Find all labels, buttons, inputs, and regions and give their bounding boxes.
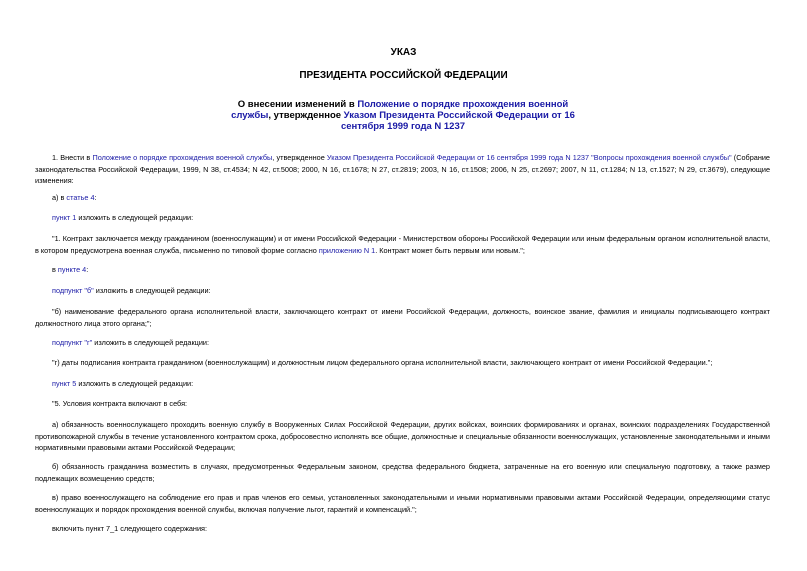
paragraph-text: изложить в следующей редакции: [76, 213, 194, 222]
decree-issuer: ПРЕЗИДЕНТА РОССИЙСКОЙ ФЕДЕРАЦИИ [299, 70, 508, 81]
paragraph-11: "5. Условия контракта включают в себя: [52, 399, 188, 408]
link-decree-1237[interactable]: Указом Президента Российской Федерации от 16 сентября 1999 года N 1237 [340, 110, 575, 132]
subtitle-text: О внесении изменений в [237, 99, 358, 110]
paragraph-1 [35, 152, 770, 187]
link-regulation[interactable]: Положение о порядке прохождения военной службы [231, 99, 569, 121]
paragraph-2 [35, 192, 770, 204]
paragraph-text: изложить в следующей редакции: [93, 286, 211, 295]
paragraph-text: в [52, 265, 58, 274]
link-point-5[interactable]: пункт 5 [52, 379, 77, 388]
paragraph-text: изложить в следующей редакции: [92, 338, 210, 347]
link-subpoint-g[interactable]: подпункт "г" [52, 338, 93, 347]
paragraph-text: а) в [52, 193, 67, 202]
paragraph-13: б) обязанность гражданина возместить в случаях, предусмотренных Федеральным законом, средства федерального бюджета, затраченные на его военную или специальную подготовку, а также размер подлежащих возмещению средств; [35, 462, 770, 483]
decree-subtitle [230, 99, 576, 132]
paragraph-15: включить пункт 7_1 следующего содержания: [52, 524, 208, 533]
link-appendix-1[interactable]: приложению N 1 [318, 245, 376, 255]
paragraph-text: изложить в следующей редакции: [76, 379, 194, 388]
paragraph-text: "1. Контракт заключается между гражданином (военнослужащим) и от имени Российской Федерации - Министерством обороны Российской Федерации или иным федеральным органом исполнительной власти, в котором предусмотрена военная служба, письменно по типовой форме согласно [35, 234, 770, 255]
paragraph-5 [35, 264, 770, 276]
link-point-1[interactable]: пункт 1 [52, 213, 77, 222]
link-subpoint-b[interactable]: подпункт "б" [52, 286, 94, 295]
paragraph-text: , утвержденное [272, 153, 327, 162]
paragraph-12: а) обязанность военнослужащего проходить военную службу в Вооруженных Силах Российской Федерации, других войсках, воинских формированиях и органах, воинских подразделениях Государственной противопожарной службы в течение установленного контрактом срока, добросовестно исполнять все общие, должностные и специальные обязанности военнослужащих, установленные законодательными и иными нормативными правовыми актами Российской Федерации; [35, 420, 770, 452]
paragraph-text: : [94, 193, 97, 202]
subtitle-text: , утвержденное [268, 110, 344, 121]
paragraph-text: 1. Внести в [52, 153, 93, 162]
paragraph-text: (Собрание законодательства Российской Федерации, 1999, N 38, ст.4534; N 42, ст.5008; 2000, N 16, ст.1678; N 27, ст.2819; 2003, N 16, ст.1508; 2006, N 25, ст.2697; 2007, N 11, ст.1284; N 13, ст.1527; N 29, ст.3679), следующие изменения: [35, 153, 770, 185]
link-regulation[interactable]: Положение о порядке прохождения военной службы [92, 153, 273, 162]
paragraph-6 [35, 285, 770, 297]
paragraph-10 [35, 378, 770, 390]
link-decree-1237[interactable]: Указом Президента Российской Федерации от 16 сентября 1999 года N 1237 "Вопросы прохождения военной службы" [326, 153, 732, 162]
paragraph-3 [35, 212, 770, 224]
paragraph-8 [35, 337, 770, 349]
decree-title: УКАЗ [390, 47, 417, 58]
paragraph-4 [35, 233, 770, 256]
paragraph-9: "г) даты подписания контракта гражданином (военнослужащим) и должностным лицом федерального органа исполнительной власти, заключающего контракт от имени Российской Федерации."; [52, 358, 713, 367]
paragraph-7: "б) наименование федерального органа исполнительной власти, заключающего контракт от имени Российской Федерации, должность, воинское звание, фамилия и инициалы подписывающего контракт должностного лица этого органа;"; [35, 307, 770, 328]
link-point-4[interactable]: пункте 4 [57, 265, 87, 274]
paragraph-text: : [86, 265, 89, 274]
paragraph-text: . Контракт может быть первым или новым."; [375, 245, 525, 255]
link-article-4[interactable]: статье 4 [66, 193, 95, 202]
paragraph-14: в) право военнослужащего на соблюдение его прав и прав членов его семьи, установленных законодательными и иными нормативными правовыми актами Российской Федерации, определяющими статус военнослужащих и порядок прохождения военной службы, включая получение льгот, гарантий и компенсаций."; [35, 493, 770, 514]
